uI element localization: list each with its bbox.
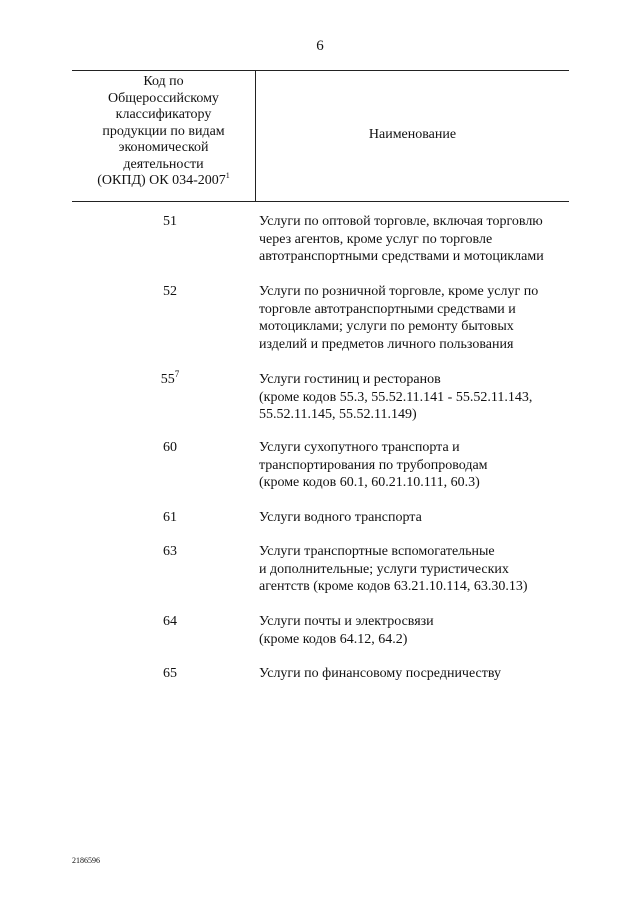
header-code-line: Общероссийскому	[108, 90, 219, 106]
header-code-line-last	[72, 173, 255, 190]
row-name	[259, 665, 574, 683]
row-name-line: Услуги по финансовому посредничеству	[259, 666, 501, 681]
row-code-text: 55	[160, 372, 175, 387]
row-code-text: 65	[163, 666, 177, 681]
row-code-text: 61	[163, 510, 177, 525]
row-name	[259, 283, 574, 353]
header-code-line: продукции по видам	[102, 123, 225, 139]
row-name-line: Услуги по оптовой торговле, включая торговлю	[259, 214, 543, 229]
row-name	[259, 613, 574, 648]
row-name	[259, 509, 574, 527]
row-code-text: 52	[163, 284, 177, 299]
row-code	[120, 665, 220, 683]
header-code-text: (ОКПД) ОК 034-2007	[97, 173, 226, 188]
row-name-line: Услуги по розничной торговле, кроме услуг по	[259, 284, 539, 299]
row-code-text: 64	[163, 614, 177, 629]
row-name-line: через агентов, кроме услуг по торговле	[259, 231, 493, 247]
page-number: 6	[316, 38, 324, 54]
row-name-line: Услуги гостиниц и ресторанов	[259, 372, 441, 387]
header-code-line: деятельности	[123, 156, 204, 172]
document-id: 2186596	[72, 856, 100, 865]
row-name-line: и дополнительные; услуги туристических	[259, 561, 509, 577]
header-code-line: экономической	[118, 140, 209, 155]
header-code-line: Код по	[143, 74, 184, 89]
row-code-text: 60	[163, 440, 177, 455]
row-name	[259, 439, 574, 492]
column-header-code	[72, 74, 255, 190]
row-name-line: Услуги водного транспорта	[259, 510, 422, 525]
row-code	[120, 543, 220, 561]
row-name-line: Услуги почты и электросвязи	[259, 614, 434, 629]
row-name-line: мотоциклами; услуги по ремонту бытовых	[259, 319, 514, 334]
row-name-line: агентств (кроме кодов 63.21.10.114, 63.30.13)	[259, 579, 528, 594]
row-name	[259, 371, 574, 424]
row-code-text: 51	[163, 214, 177, 229]
row-name-line: 55.52.11.145, 55.52.11.149)	[259, 407, 417, 422]
row-name-line: торговле автотранспортными средствами и	[259, 301, 516, 317]
row-name-line: Услуги сухопутного транспорта и	[259, 440, 460, 455]
row-code	[120, 613, 220, 631]
row-code-footnote: 7	[174, 369, 180, 379]
row-code	[120, 371, 220, 389]
row-name-line: Услуги транспортные вспомогательные	[259, 544, 495, 559]
row-code-text: 63	[163, 544, 177, 559]
row-name-line: автотранспортными средствами и мотоциклами	[259, 249, 544, 264]
row-name-line: транспортирования по трубопроводам	[259, 457, 488, 473]
row-code	[120, 283, 220, 301]
row-name-line: (кроме кодов 60.1, 60.21.10.111, 60.3)	[259, 475, 480, 490]
column-header-name: Наименование	[368, 127, 457, 142]
header-code-footnote: 1	[225, 171, 230, 180]
row-code	[120, 439, 220, 457]
row-name	[259, 543, 574, 596]
row-code	[120, 213, 220, 231]
row-name-line: (кроме кодов 55.3, 55.52.11.141 - 55.52.11.143,	[259, 389, 533, 405]
row-name	[259, 213, 574, 266]
row-name-line: (кроме кодов 64.12, 64.2)	[259, 631, 408, 647]
table-header-bottom-rule	[72, 201, 569, 202]
header-code-line: классификатору	[115, 107, 212, 122]
row-code	[120, 509, 220, 527]
row-name-line: изделий и предметов личного пользования	[259, 336, 514, 352]
table-top-rule	[72, 70, 569, 71]
